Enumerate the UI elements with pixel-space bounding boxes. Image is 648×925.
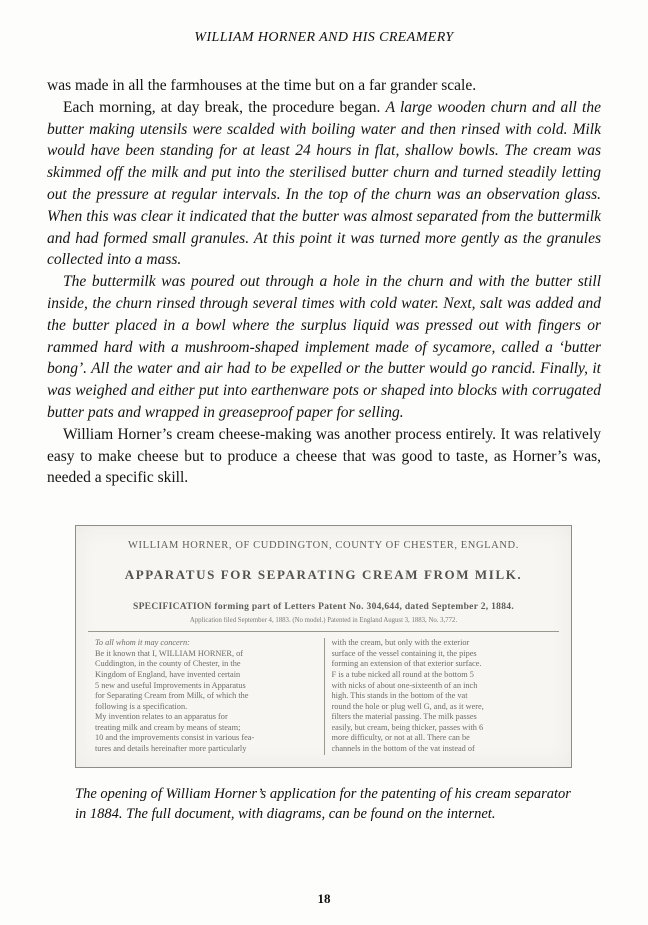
patent-text-line: To all whom it may concern: xyxy=(95,638,190,648)
figure-caption: The opening of William Horner’s application for the patenting of his cream separator in 1884. The full document, with diagrams, can be found on the internet. xyxy=(75,785,571,823)
patent-columns xyxy=(88,631,559,755)
paragraph-2-italic: A large wooden churn and all the butter making utensils were scalded with boiling water and then rinsed with cold. Milk would have been standing for at least 24 hours in flat, shallow bowls. The cream was skimmed off the milk and put into the sterilised butter churn and turned steadily letting out the pressure at regular intervals. In the top of the churn was an observation glass. When this was clear it indicated that the butter was almost separated from the buttermilk and had formed small granules. At this point it was turned more gently as the granules collected into a mass. xyxy=(47,98,601,269)
body-text xyxy=(47,75,601,489)
patent-text-line: round the hole or plug well G, and, as it were, xyxy=(331,701,484,711)
patent-text-line: 5 new and useful Improvements in Apparatus xyxy=(95,680,246,690)
patent-right-column xyxy=(324,638,560,755)
patent-text-line: Cuddington, in the county of Chester, in the xyxy=(95,659,241,669)
patent-text-line: more difficulty, or not at all. There can be xyxy=(331,733,470,743)
paragraph-3: The buttermilk was poured out through a hole in the churn and with the butter still inside, the churn rinsed through several times with cold water. Next, salt was added and the butter placed in a bowl where the surplus liquid was pressed out with fingers or rammed hard with a mushroom-shaped implement made of sycamore, called a ‘butter bong’. All the water and air had to be expelled or the butter would go rancid. Finally, it was weighed and either put into earthenware pots or shaped into blocks with corrugated butter pats and wrapped in greaseproof paper for selling. xyxy=(47,273,601,421)
paragraph-2-lead: Each morning, at day break, the procedure began. xyxy=(63,98,386,116)
patent-application-line: Application filed September 4, 1883. (No model.) Patented in England August 3, 1883, No. 3,772. xyxy=(189,617,458,625)
patent-text-line: Kingdom of England, have invented certain xyxy=(95,669,241,679)
patent-text-line: 10 and the improvements consist in various fea- xyxy=(95,733,255,743)
paragraph-4: William Horner’s cream cheese-making was another process entirely. It was relatively easy to make cheese but to produce a cheese that was good to taste, as Horner’s was, needed a specific skill. xyxy=(47,425,601,487)
patent-text-line: with nicks of about one-sixteenth of an inch xyxy=(331,680,478,690)
patent-text-line: high. This stands in the bottom of the vat xyxy=(331,691,468,701)
patent-text-line: for Separating Cream from Milk, of which the xyxy=(95,691,249,701)
page-number: 18 xyxy=(317,891,331,906)
patent-text-line: Be it known that I, WILLIAM HORNER, of xyxy=(95,648,244,658)
patent-scan-image xyxy=(75,525,572,768)
patent-text-line: filters the material passing. The milk passes xyxy=(331,712,477,722)
patent-text-line: easily, but cream, being thicker, passes with 6 xyxy=(331,722,484,732)
patent-text-line: F is a tube nicked all round at the bottom 5 xyxy=(331,669,474,679)
patent-text-line: My invention relates to an apparatus for xyxy=(95,712,228,722)
patent-text-line: tures and details hereinafter more particularly xyxy=(95,744,247,754)
paragraph-1: was made in all the farmhouses at the time but on a far grander scale. xyxy=(47,77,477,94)
patent-left-column xyxy=(88,638,324,755)
patent-text-line: with the cream, but only with the exterior xyxy=(331,638,470,648)
running-header: WILLIAM HORNER AND HIS CREAMERY xyxy=(194,30,454,45)
patent-title-line: WILLIAM HORNER, OF CUDDINGTON, COUNTY OF CHESTER, ENGLAND. xyxy=(128,540,519,552)
patent-text-line: treating milk and cream by means of steam; xyxy=(95,722,241,732)
patent-specification-line: SPECIFICATION forming part of Letters Patent No. 304,644, dated September 2, 1884. xyxy=(133,602,514,613)
patent-text-line: surface of the vessel containing it, the pipes xyxy=(331,648,477,658)
patent-text-line: forming an extension of that exterior surface. xyxy=(331,659,482,669)
patent-subject-line: APPARATUS FOR SEPARATING CREAM FROM MILK. xyxy=(124,567,523,583)
patent-text-line: following is a specification. xyxy=(95,701,188,711)
patent-text-line: channels in the bottom of the vat instead of xyxy=(331,744,475,754)
paragraph-2 xyxy=(47,97,601,271)
